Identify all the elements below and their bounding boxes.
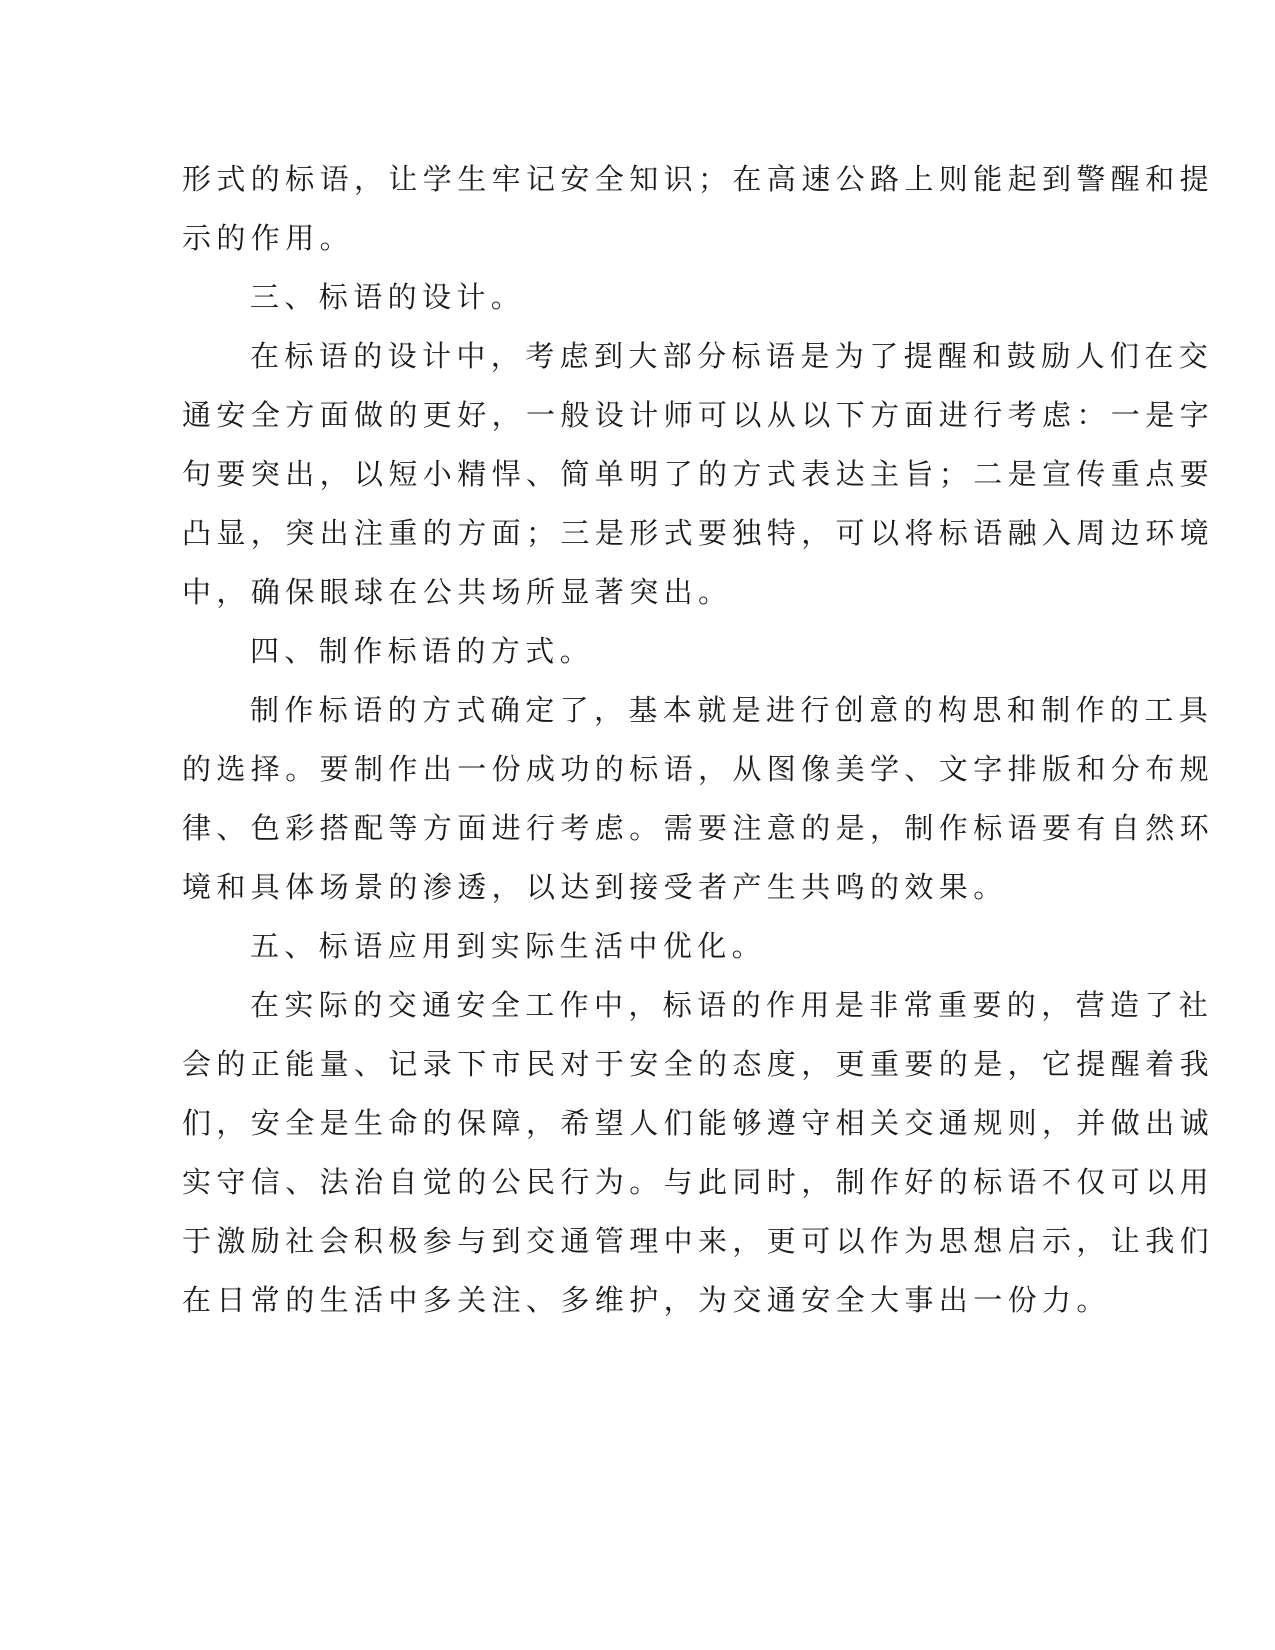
text-line: 律、色彩搭配等方面进行考虑。需要注意的是，制作标语要有自然环 — [182, 811, 1215, 845]
text-line: 形式的标语，让学生牢记安全知识；在高速公路上则能起到警醒和提 — [182, 162, 1215, 196]
text-line: 于激励社会积极参与到交通管理中来，更可以作为思想启示，让我们 — [182, 1224, 1215, 1258]
text-line: 中，确保眼球在公共场所显著突出。 — [182, 575, 733, 609]
text-line: 在日常的生活中多关注、多维护，为交通安全大事出一份力。 — [182, 1283, 1111, 1317]
text-line: 会的正能量、记录下市民对于安全的态度，更重要的是，它提醒着我 — [182, 1047, 1215, 1081]
document-body — [182, 150, 1215, 1330]
paragraph-continuation — [182, 150, 1215, 268]
text-line: 实守信、法治自觉的公民行为。与此同时，制作好的标语不仅可以用 — [182, 1165, 1215, 1199]
text-line: 示的作用。 — [182, 221, 355, 255]
text-line: 们，安全是生命的保障，希望人们能够遵守相关交通规则，并做出诚 — [182, 1106, 1215, 1140]
section-heading-5 — [182, 917, 1042, 976]
text-line: 在标语的设计中，考虑到大部分标语是为了提醒和鼓励人们在交 — [250, 339, 1214, 373]
text-line: 在实际的交通安全工作中，标语的作用是非常重要的，营造了社 — [250, 988, 1214, 1022]
paragraph-application — [182, 976, 1215, 1330]
heading-line: 四、制作标语的方式。 — [250, 634, 595, 668]
text-line: 凸显，突出注重的方面；三是形式要独特，可以将标语融入周边环境 — [182, 516, 1215, 550]
text-line: 境和具体场景的渗透，以达到接受者产生共鸣的效果。 — [182, 870, 1008, 904]
paragraph-design — [182, 327, 1215, 622]
text-line: 句要突出，以短小精悍、简单明了的方式表达主旨；二是宣传重点要 — [182, 457, 1215, 491]
text-line: 的选择。要制作出一份成功的标语，从图像美学、文字排版和分布规 — [182, 752, 1215, 786]
heading-line: 三、标语的设计。 — [250, 280, 526, 314]
text-line: 制作标语的方式确定了，基本就是进行创意的构思和制作的工具 — [250, 693, 1214, 727]
section-heading-3 — [182, 268, 1042, 327]
text-line: 通安全方面做的更好，一般设计师可以从以下方面进行考虑：一是字 — [182, 398, 1215, 432]
section-heading-4 — [182, 622, 1042, 681]
paragraph-production — [182, 681, 1215, 917]
heading-line: 五、标语应用到实际生活中优化。 — [250, 929, 767, 963]
